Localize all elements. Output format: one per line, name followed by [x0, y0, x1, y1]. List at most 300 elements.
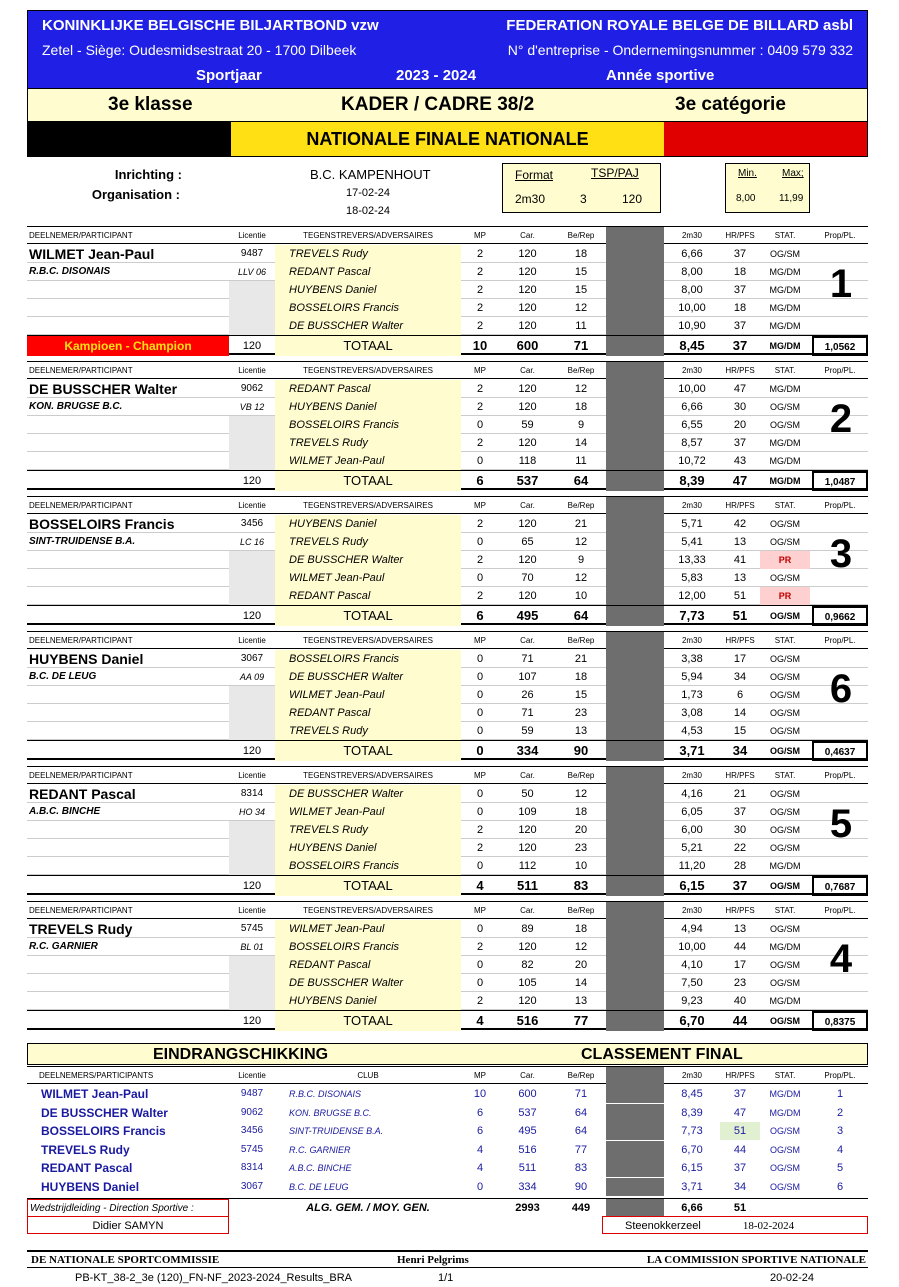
total-label: TOTAAL	[275, 876, 461, 896]
header-licentie: Licentie	[238, 231, 266, 240]
opponent-name: REDANT Pascal	[275, 956, 461, 974]
gray-cell	[606, 281, 664, 299]
final-mp: 6	[476, 1106, 484, 1119]
organisation-label: Organisation :	[91, 187, 180, 202]
game-car: 120	[518, 842, 537, 854]
game-stat: OG/SM	[769, 402, 800, 412]
header-licentie: Licentie	[238, 636, 266, 645]
game-stat: MG/DM	[769, 996, 801, 1006]
header-prop: Prop/PL.	[824, 906, 856, 915]
game-avg: 11,20	[678, 860, 706, 872]
licence-blank	[229, 299, 275, 317]
game-rep: 15	[574, 284, 588, 296]
game-mp: 0	[476, 653, 484, 665]
total-label: TOTAAL	[275, 606, 461, 626]
header-hr: HR/PFS	[725, 636, 755, 645]
final-club: KON. BRUGSE B.C.	[289, 1107, 372, 1118]
alg-label: ALG. GEM. / MOY. GEN.	[306, 1202, 430, 1214]
column-header-row	[27, 766, 868, 784]
gray-cell	[606, 920, 664, 938]
header-car: Car.	[520, 366, 535, 375]
opponent-name: REDANT Pascal	[275, 704, 461, 722]
final-place: 1	[836, 1088, 844, 1100]
game-mp: 0	[476, 860, 484, 872]
header-gray-cell	[606, 902, 664, 920]
game-mp: 2	[476, 590, 484, 602]
total-prop: 0,9662	[812, 606, 868, 626]
target-caramboles: 120	[242, 745, 262, 757]
game-mp: 0	[476, 707, 484, 719]
game-hr: 13	[733, 572, 747, 584]
game-car: 71	[521, 707, 534, 719]
game-car: 50	[521, 788, 534, 800]
player-club: SINT-TRUIDENSE B.A.	[29, 536, 136, 547]
header-berep: Be/Rep	[567, 636, 595, 645]
total-stat: OG/SM	[769, 611, 800, 621]
final-title-bar	[27, 1043, 868, 1065]
game-car: 120	[518, 266, 537, 278]
game-rep: 18	[574, 248, 588, 260]
licence-blank	[229, 704, 275, 722]
final-car: 537	[518, 1106, 537, 1119]
place-date-value: 18-02-2024	[742, 1220, 795, 1232]
game-hr: 40	[733, 995, 747, 1007]
licence-blank	[229, 857, 275, 875]
game-rep: 12	[574, 383, 588, 395]
total-rep: 71	[573, 338, 589, 353]
game-row	[27, 821, 868, 839]
opponent-name: WILMET Jean-Paul	[275, 569, 461, 587]
final-licence: 9487	[240, 1088, 264, 1099]
game-row	[27, 803, 868, 821]
final-row	[27, 1122, 868, 1140]
org-name-nl: KONINKLIJKE BELGISCHE BILJARTBOND vzw	[42, 17, 379, 34]
game-row	[27, 569, 868, 587]
game-car: 71	[521, 653, 534, 665]
opponent-name: WILMET Jean-Paul	[275, 803, 461, 821]
game-stat: OG/SM	[769, 708, 800, 718]
alg-hr: 51	[733, 1202, 747, 1214]
game-hr: 37	[733, 320, 747, 332]
game-hr: 42	[733, 518, 747, 530]
total-avg: 3,71	[679, 743, 705, 758]
header-berep: Be/Rep	[567, 906, 595, 915]
total-stat: MG/DM	[769, 341, 801, 351]
game-mp: 2	[476, 248, 484, 260]
game-rep: 9	[577, 419, 585, 431]
header-opponents: TEGENSTREVERS/ADVERSAIRES	[303, 636, 433, 645]
game-row	[27, 839, 868, 857]
game-car: 120	[518, 518, 537, 530]
header-mp: MP	[474, 501, 486, 510]
player-name: TREVELS Rudy	[29, 921, 133, 937]
player-licence: 9487	[240, 248, 264, 259]
game-mp: 0	[476, 536, 484, 548]
min-max-box	[725, 163, 810, 213]
gray-cell	[606, 938, 664, 956]
game-stat: MG/DM	[769, 285, 801, 295]
game-hr: 13	[733, 923, 747, 935]
header-licentie: Licentie	[238, 366, 266, 375]
final-rep: 64	[574, 1125, 588, 1137]
final-stat: MG/DM	[769, 1107, 801, 1118]
game-rep: 21	[574, 518, 588, 530]
game-mp: 2	[476, 302, 484, 314]
gray-cell	[606, 956, 664, 974]
game-mp: 2	[476, 941, 484, 953]
final-name: DE BUSSCHER Walter	[41, 1105, 168, 1120]
game-row	[27, 974, 868, 992]
total-hr: 47	[732, 473, 748, 488]
min-label: Min.	[738, 168, 757, 179]
header-hr: HR/PFS	[725, 231, 755, 240]
opponent-name: REDANT Pascal	[275, 263, 461, 281]
licence-blank	[229, 281, 275, 299]
header-stat: STAT.	[774, 906, 796, 915]
opponent-name: TREVELS Rudy	[275, 434, 461, 452]
game-stat: OG/SM	[769, 825, 800, 835]
game-rep: 11	[575, 320, 587, 332]
final-licence: 9062	[240, 1106, 264, 1118]
opponent-name: DE BUSSCHER Walter	[275, 317, 461, 335]
player-code: BL 01	[240, 942, 264, 952]
game-row	[27, 263, 868, 281]
flag-red	[664, 122, 867, 156]
header-gray-cell	[606, 497, 664, 515]
header-berep: Be/Rep	[567, 231, 595, 240]
game-avg: 6,66	[681, 248, 703, 260]
total-gray-cell	[606, 741, 664, 761]
annee-label: Année sportive	[606, 67, 715, 84]
opponent-name: HUYBENS Daniel	[275, 281, 461, 299]
final-car: 495	[518, 1125, 537, 1137]
general-average-row	[27, 1198, 868, 1216]
game-stat: OG/SM	[769, 978, 800, 988]
header-mp: MP	[474, 366, 486, 375]
game-hr: 17	[733, 653, 747, 665]
tsp-value-1: 3	[580, 192, 587, 206]
game-row	[27, 416, 868, 434]
total-gray-cell	[606, 1011, 664, 1031]
header-stat: STAT.	[774, 501, 796, 510]
header-gray-cell	[606, 632, 664, 650]
game-rep: 10	[574, 860, 588, 872]
header-berep: Be/Rep	[567, 366, 595, 375]
gray-cell	[606, 533, 664, 551]
header-mp: MP	[474, 636, 486, 645]
game-stat: OG/SM	[769, 690, 800, 700]
final-club: SINT-TRUIDENSE B.A.	[289, 1126, 384, 1136]
game-car: 120	[518, 284, 537, 296]
total-gray-cell	[606, 471, 664, 491]
header-car: Car.	[520, 906, 535, 915]
final-stat: OG/SM	[769, 1163, 800, 1173]
total-hr: 37	[732, 878, 748, 893]
header-prop: Prop/PL.	[824, 366, 856, 375]
place-date	[602, 1216, 868, 1234]
final-licence: 3067	[240, 1180, 264, 1192]
final-header-participants: DEELNEMERS/PARTICIPANTS	[39, 1071, 154, 1080]
gray-cell	[606, 686, 664, 704]
champion-badge	[27, 606, 229, 626]
final-header-berep: Be/Rep	[567, 1071, 595, 1080]
game-rep: 13	[574, 725, 588, 737]
alg-avg: 6,66	[681, 1202, 703, 1214]
final-place: 2	[836, 1106, 844, 1119]
game-rep: 12	[574, 302, 588, 314]
game-row	[27, 434, 868, 452]
header-avg: 2m30	[681, 906, 702, 915]
kader: KADER / CADRE 38/2	[341, 94, 535, 115]
format-label: Format	[515, 168, 554, 182]
org-address: Zetel - Siège: Oudesmidsestraat 20 - 1700 Dilbeek	[42, 42, 357, 58]
total-rep: 83	[573, 878, 589, 893]
results-sheet	[27, 10, 868, 1284]
game-car: 26	[521, 689, 534, 701]
gray-cell	[606, 263, 664, 281]
player-licence: 3456	[240, 518, 264, 529]
opponent-name: BOSSELOIRS Francis	[275, 857, 461, 875]
game-rep: 14	[574, 977, 588, 989]
total-mp: 4	[476, 1013, 484, 1028]
header-hr: HR/PFS	[725, 771, 755, 780]
licence-blank	[229, 569, 275, 587]
gray-cell	[606, 299, 664, 317]
header-opponents: TEGENSTREVERS/ADVERSAIRES	[303, 231, 433, 240]
game-hr: 43	[733, 455, 747, 467]
player-name: DE BUSSCHER Walter	[29, 381, 178, 397]
game-mp: 2	[476, 518, 484, 530]
game-hr: 21	[733, 788, 747, 800]
opponent-name: BOSSELOIRS Francis	[275, 416, 461, 434]
total-prop: 1,0487	[812, 471, 868, 491]
player-licence: 9062	[240, 383, 264, 394]
game-mp: 0	[476, 959, 484, 971]
game-stat: OG/SM	[769, 960, 800, 970]
opponent-name: REDANT Pascal	[275, 587, 461, 605]
player-rank: 5	[829, 802, 853, 846]
total-row	[27, 470, 868, 490]
total-stat: OG/SM	[769, 746, 800, 756]
player-licence: 3067	[240, 653, 264, 664]
header-hr: HR/PFS	[725, 906, 755, 915]
game-car: 120	[518, 554, 537, 566]
game-stat: OG/SM	[769, 924, 800, 934]
total-car: 537	[516, 473, 539, 488]
opponent-name: BOSSELOIRS Francis	[275, 299, 461, 317]
game-hr: 37	[733, 284, 747, 296]
signature-row	[27, 1216, 868, 1234]
game-avg: 5,71	[681, 518, 703, 530]
final-mp: 6	[476, 1125, 484, 1137]
game-rep: 12	[574, 536, 588, 548]
opponent-name: WILMET Jean-Paul	[275, 686, 461, 704]
final-car: 334	[518, 1180, 537, 1193]
champion-badge	[27, 876, 229, 896]
licence-blank	[229, 416, 275, 434]
max-label: Max;	[782, 168, 804, 179]
total-row	[27, 740, 868, 760]
final-stat: OG/SM	[769, 1144, 800, 1155]
game-rep: 18	[574, 806, 588, 818]
total-car: 511	[517, 878, 538, 893]
champion-badge	[27, 471, 229, 491]
game-avg: 10,00	[678, 941, 706, 953]
total-rep: 90	[573, 743, 589, 758]
opponent-name: TREVELS Rudy	[275, 722, 461, 740]
game-rep: 14	[574, 437, 588, 449]
game-hr: 30	[733, 824, 747, 836]
header-prop: Prop/PL.	[824, 771, 856, 780]
total-row	[27, 1010, 868, 1030]
event-info	[27, 157, 868, 227]
header-opponents: TEGENSTREVERS/ADVERSAIRES	[303, 771, 433, 780]
game-avg: 8,00	[681, 284, 703, 296]
total-prop: 0,7687	[812, 876, 868, 896]
player-rank: 1	[829, 262, 853, 306]
final-rep: 83	[574, 1162, 588, 1174]
game-rep: 20	[574, 824, 588, 836]
game-rep: 18	[574, 671, 588, 683]
gray-cell	[606, 974, 664, 992]
game-hr: 23	[733, 977, 747, 989]
game-hr: 41	[733, 554, 747, 566]
game-avg: 12,00	[678, 590, 706, 602]
column-header-row	[27, 901, 868, 919]
opponent-name: HUYBENS Daniel	[275, 398, 461, 416]
final-gray	[606, 1178, 664, 1196]
gray-cell	[606, 839, 664, 857]
total-car: 334	[516, 743, 539, 758]
player-name: BOSSELOIRS Francis	[29, 516, 175, 532]
header-avg: 2m30	[681, 231, 702, 240]
game-avg: 4,10	[681, 959, 703, 971]
min-value: 8,00	[736, 193, 756, 204]
final-avg: 8,45	[681, 1088, 703, 1100]
flag-black	[28, 122, 231, 156]
total-label: TOTAAL	[275, 1011, 461, 1031]
game-car: 109	[518, 806, 537, 818]
game-stat: MG/DM	[769, 321, 801, 331]
game-rep: 12	[574, 572, 588, 584]
header-participant: DEELNEMER/PARTICIPANT	[29, 366, 133, 375]
game-car: 120	[518, 320, 537, 332]
game-rep: 9	[577, 554, 585, 566]
game-rep: 18	[574, 401, 588, 413]
final-row	[27, 1178, 868, 1196]
gray-cell	[606, 515, 664, 533]
final-gray	[606, 1085, 664, 1103]
game-mp: 2	[476, 824, 484, 836]
total-row	[27, 875, 868, 895]
game-row	[27, 317, 868, 335]
total-hr: 44	[732, 1013, 748, 1028]
game-rep: 20	[574, 959, 588, 971]
game-row	[27, 515, 868, 533]
game-hr: 20	[733, 419, 747, 431]
final-rep: 64	[574, 1106, 588, 1119]
game-row	[27, 452, 868, 470]
game-mp: 2	[476, 554, 484, 566]
inrichting-label: Inrichting :	[114, 167, 182, 182]
player-rank: 3	[829, 532, 853, 576]
date-1: 17-02-24	[346, 187, 391, 199]
final-place: 4	[836, 1143, 844, 1156]
game-hr: 51	[733, 590, 747, 602]
final-club: A.B.C. BINCHE	[289, 1163, 352, 1173]
game-car: 59	[521, 419, 534, 431]
game-car: 112	[518, 860, 537, 872]
game-car: 120	[518, 995, 537, 1007]
final-header-row	[27, 1066, 868, 1084]
player-code: AA 09	[239, 672, 265, 682]
game-stat: OG/SM	[769, 654, 800, 664]
game-rep: 12	[574, 788, 588, 800]
footer-right: LA COMMISSION SPORTIVE NATIONALE	[646, 1254, 866, 1266]
final-ranking	[27, 1043, 868, 1232]
game-stat: MG/DM	[769, 438, 801, 448]
header-car: Car.	[520, 231, 535, 240]
game-row	[27, 668, 868, 686]
final-club: R.B.C. DISONAIS	[289, 1089, 362, 1099]
game-avg: 6,05	[681, 806, 703, 818]
final-row	[27, 1085, 868, 1103]
player-rank: 2	[829, 397, 853, 441]
game-car: 70	[521, 572, 534, 584]
game-car: 89	[521, 923, 534, 935]
final-header-prop: Prop/PL.	[824, 1071, 856, 1080]
format-box	[502, 163, 661, 213]
total-mp: 6	[476, 473, 484, 488]
game-stat: MG/DM	[769, 303, 801, 313]
final-header-avg: 2m30	[681, 1071, 702, 1080]
game-avg: 5,21	[681, 842, 703, 854]
game-avg: 3,38	[681, 653, 703, 665]
final-rep: 77	[574, 1143, 588, 1156]
game-car: 120	[518, 941, 537, 953]
player-name: REDANT Pascal	[29, 786, 136, 802]
game-car: 120	[518, 248, 537, 260]
game-mp: 2	[476, 266, 484, 278]
total-hr: 34	[732, 743, 748, 758]
target-caramboles: 120	[242, 880, 262, 892]
final-stat: OG/SM	[769, 1126, 800, 1136]
game-hr: 34	[733, 671, 747, 683]
header-stat: STAT.	[774, 636, 796, 645]
game-row	[27, 956, 868, 974]
game-avg: 6,55	[681, 419, 703, 431]
header-licentie: Licentie	[238, 771, 266, 780]
gray-cell	[606, 722, 664, 740]
footer-center: Henri Pelgrims	[397, 1254, 469, 1266]
game-stat: MG/DM	[769, 456, 801, 466]
opponent-name: TREVELS Rudy	[275, 533, 461, 551]
game-rep: 18	[574, 923, 588, 935]
game-hr: 18	[733, 266, 747, 278]
game-stat: OG/SM	[769, 420, 800, 430]
total-hr: 51	[732, 608, 748, 623]
header-car: Car.	[520, 771, 535, 780]
game-row	[27, 857, 868, 875]
final-hr: 44	[733, 1143, 747, 1156]
opponent-name: HUYBENS Daniel	[275, 515, 461, 533]
game-avg: 10,90	[678, 320, 706, 332]
total-label: TOTAAL	[275, 336, 461, 356]
game-stat: OG/SM	[769, 672, 800, 682]
game-car: 118	[518, 455, 537, 467]
game-rep: 21	[574, 653, 588, 665]
belgian-flag-banner	[27, 122, 868, 157]
